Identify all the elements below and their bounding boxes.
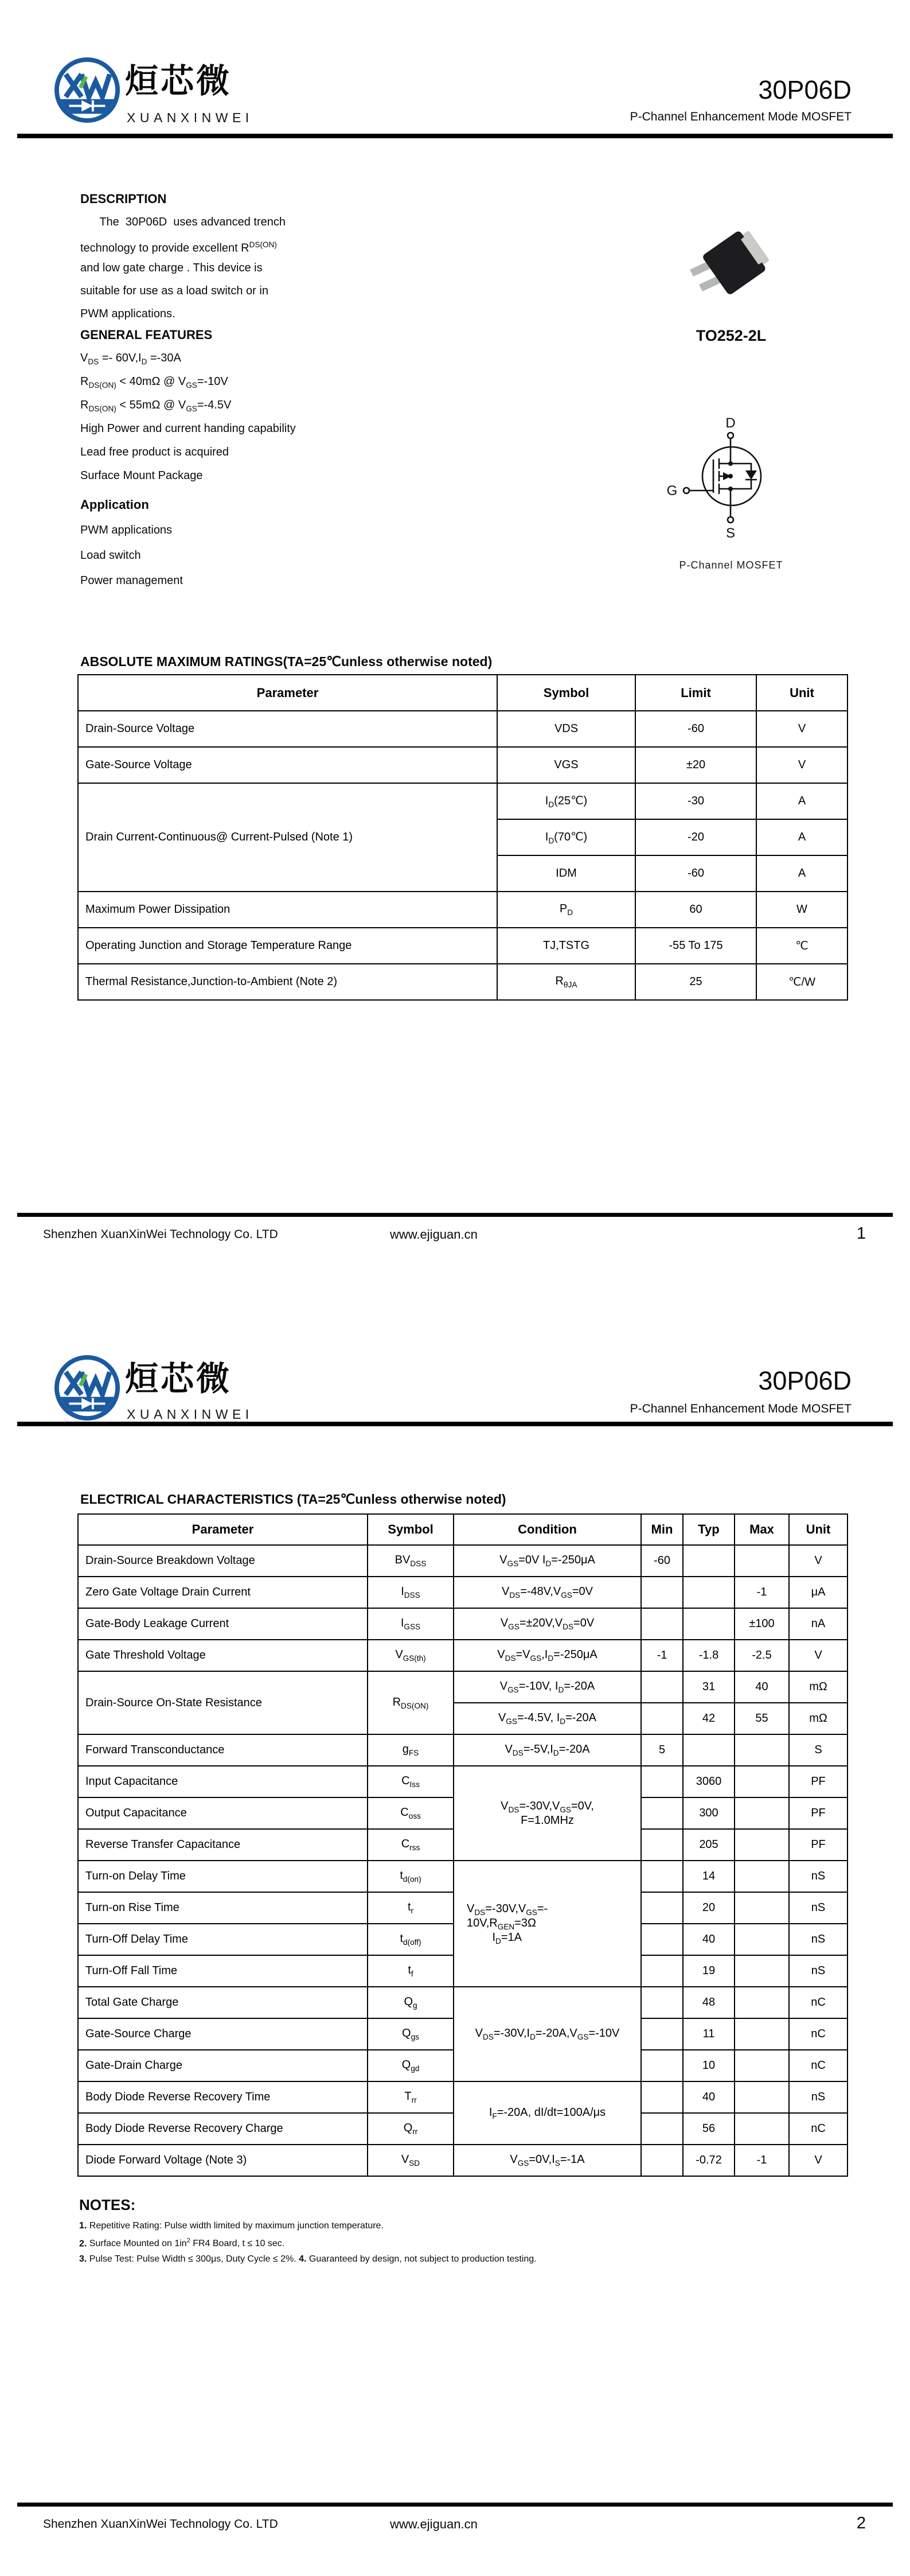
- typ-cell: 19: [683, 1955, 735, 1987]
- typ-cell: [683, 1577, 735, 1608]
- unit-cell: nS: [789, 1892, 847, 1924]
- typ-cell: 31: [683, 1671, 735, 1703]
- col-header-symbol: Symbol: [497, 675, 635, 711]
- condition-cell: $V_{GS}=0V,I_S=-1A$: [454, 2145, 641, 2176]
- description-heading: DESCRIPTION: [80, 192, 167, 206]
- notes-list: [79, 2218, 847, 2267]
- typ-cell: 11: [683, 2018, 735, 2050]
- condition-cell: $I_F=-20A$, dI/dt=100A/μs: [454, 2081, 641, 2145]
- symbol-cell: $t_{d(off)}$: [368, 1924, 454, 1955]
- description-section: [80, 188, 516, 325]
- col-header-parameter: Parameter: [78, 675, 497, 711]
- note-item: 3. Pulse Test: Pulse Width ≤ 300μs, Duty Cycle ≤ 2%. 4. Guaranteed by design, not subject to production testing.: [79, 2254, 537, 2264]
- note-item: 2. Surface Mounted on $1in^2$ FR4 Board, t ≤ 10 sec.: [79, 2238, 285, 2249]
- page-number: 2: [856, 2514, 866, 2532]
- param-cell: Gate-Source Voltage: [78, 747, 497, 783]
- unit-cell: V: [789, 1640, 847, 1671]
- unit-cell: PF: [789, 1766, 847, 1797]
- param-cell: Drain-Source Voltage: [78, 711, 497, 747]
- limit-cell: -20: [635, 819, 756, 855]
- application-item: Power management: [80, 574, 183, 587]
- unit-cell: V: [756, 747, 847, 783]
- min-cell: [641, 1987, 683, 2018]
- brand-name-latin: XUANXINWEI: [127, 110, 253, 125]
- unit-cell: μA: [789, 1577, 847, 1608]
- table-row: [78, 2081, 847, 2113]
- feature-item: Surface Mount Package: [80, 469, 203, 482]
- min-cell: -1: [641, 1640, 683, 1671]
- typ-cell: 205: [683, 1829, 735, 1861]
- symbol-cell: $P_D$: [497, 892, 635, 928]
- condition-cell: $V_{DS}=-30V,V_{GS}=0V$, F=1.0MHz: [454, 1766, 641, 1861]
- max-cell: [735, 1892, 789, 1924]
- features-heading: GENERAL FEATURES: [80, 328, 213, 342]
- param-cell: Gate Threshold Voltage: [78, 1640, 368, 1671]
- unit-cell: mΩ: [789, 1671, 847, 1703]
- col-header-symbol: Symbol: [368, 1514, 454, 1545]
- unit-cell: nC: [789, 2018, 847, 2050]
- col-header-min: Min: [641, 1514, 683, 1545]
- header-rule: [17, 1422, 893, 1426]
- symbol-cell: $I_{DSS}$: [368, 1577, 454, 1608]
- param-cell: Maximum Power Dissipation: [78, 892, 497, 928]
- max-cell: 55: [735, 1703, 789, 1734]
- min-cell: [641, 1955, 683, 1987]
- footer-company: Shenzhen XuanXinWei Technology Co. LTD: [43, 2517, 278, 2531]
- min-cell: [641, 1924, 683, 1955]
- table-header-row: [78, 1514, 847, 1545]
- feature-item: Lead free product is acquired: [80, 446, 229, 458]
- param-cell: Thermal Resistance,Junction-to-Ambient (Note 2): [78, 964, 497, 1000]
- features-section: [80, 323, 516, 488]
- application-section: [80, 492, 516, 593]
- symbol-cell: $C_{oss}$: [368, 1797, 454, 1829]
- min-cell: [641, 2081, 683, 2113]
- condition-cell: $V_{DS}=-30V,I_D=-20A,V_{GS}=-10V$: [454, 1987, 641, 2081]
- col-header-typ: Typ: [683, 1514, 735, 1545]
- min-cell: [641, 2113, 683, 2145]
- min-cell: [641, 1608, 683, 1640]
- typ-cell: 14: [683, 1861, 735, 1892]
- param-cell: Total Gate Charge: [78, 1987, 368, 2018]
- param-cell: Gate-Source Charge: [78, 2018, 368, 2050]
- description-line: PWM applications.: [80, 308, 175, 320]
- page-number: 1: [856, 1224, 866, 1243]
- unit-cell: A: [756, 819, 847, 855]
- max-cell: 40: [735, 1671, 789, 1703]
- min-cell: [641, 1797, 683, 1829]
- unit-cell: nS: [789, 1924, 847, 1955]
- header-rule: [17, 134, 893, 138]
- typ-cell: 300: [683, 1797, 735, 1829]
- symbol-cell: $Q_{gs}$: [368, 2018, 454, 2050]
- col-header-parameter: Parameter: [78, 1514, 368, 1545]
- footer-rule: [17, 1213, 893, 1217]
- brand-name-latin: XUANXINWEI: [127, 1407, 253, 1422]
- limit-cell: 60: [635, 892, 756, 928]
- unit-cell: A: [756, 783, 847, 819]
- max-cell: [735, 1924, 789, 1955]
- condition-cell: $V_{GS}=-10V$, $I_D=-20A$: [454, 1671, 641, 1703]
- max-cell: [735, 1797, 789, 1829]
- note-number: 1.: [79, 2221, 87, 2231]
- limit-cell: -60: [635, 711, 756, 747]
- brand-logo-icon: [53, 56, 121, 124]
- brand-name-chinese: 烜芯微: [125, 1360, 232, 1398]
- table-row: [78, 1861, 847, 1892]
- typ-cell: 48: [683, 1987, 735, 2018]
- note-number: 2.: [79, 2239, 87, 2249]
- abs-max-title: ABSOLUTE MAXIMUM RATINGS(TA=25℃unless otherwise noted): [80, 654, 493, 669]
- typ-cell: 20: [683, 1892, 735, 1924]
- limit-cell: 25: [635, 964, 756, 1000]
- application-heading: Application: [80, 497, 149, 512]
- max-cell: [735, 1766, 789, 1797]
- min-cell: [641, 1577, 683, 1608]
- max-cell: -1: [735, 2145, 789, 2176]
- typ-cell: -1.8: [683, 1640, 735, 1671]
- unit-cell: nC: [789, 2113, 847, 2145]
- pin-label-drain: D: [725, 415, 736, 431]
- min-cell: [641, 2050, 683, 2081]
- note-number: 4.: [299, 2254, 307, 2264]
- table-row: [78, 892, 847, 928]
- table-row: [78, 747, 847, 783]
- typ-cell: 40: [683, 1924, 735, 1955]
- symbol-cell: $R_{\theta JA}$: [497, 964, 635, 1000]
- unit-cell: nS: [789, 1861, 847, 1892]
- typ-cell: 40: [683, 2081, 735, 2113]
- symbol-cell: $C_{rss}$: [368, 1829, 454, 1861]
- feature-item: $R_{DS(ON)} < 55m\Omega$ @ $V_{GS}=-4.5V$: [80, 399, 232, 413]
- param-cell: Drain-Source Breakdown Voltage: [78, 1545, 368, 1577]
- application-item: Load switch: [80, 549, 141, 562]
- notes-heading: NOTES:: [79, 2196, 136, 2213]
- param-cell: Operating Junction and Storage Temperature Range: [78, 928, 497, 964]
- symbol-cell: IDM: [497, 855, 635, 892]
- limit-cell: -60: [635, 855, 756, 892]
- table-row: [78, 1545, 847, 1577]
- param-cell: Turn-on Delay Time: [78, 1861, 368, 1892]
- symbol-cell: $V_{SD}$: [368, 2145, 454, 2176]
- unit-cell: nS: [789, 2081, 847, 2113]
- feature-item: High Power and current handing capability: [80, 422, 296, 435]
- table-row: [78, 1734, 847, 1766]
- param-cell: Drain Current-Continuous@ Current-Pulsed (Note 1): [78, 783, 497, 892]
- elec-table: [77, 1513, 847, 2177]
- brand-logo-icon: [53, 1354, 121, 1422]
- min-cell: -60: [641, 1545, 683, 1577]
- symbol-cell: $I_{GSS}$: [368, 1608, 454, 1640]
- brand-name-chinese: 烜芯微: [125, 63, 232, 100]
- symbol-cell: $t_f$: [368, 1955, 454, 1987]
- min-cell: [641, 1671, 683, 1703]
- footer-rule: [17, 2503, 893, 2507]
- table-row: [78, 1766, 847, 1797]
- unit-cell: PF: [789, 1797, 847, 1829]
- table-row: [78, 2145, 847, 2176]
- col-header-condition: Condition: [454, 1514, 641, 1545]
- description-line: The 30P06D uses advanced trench: [80, 216, 286, 228]
- table-row: [78, 1608, 847, 1640]
- min-cell: [641, 1829, 683, 1861]
- note-number: 3.: [79, 2254, 87, 2264]
- unit-cell: V: [789, 2145, 847, 2176]
- table-row: [78, 1640, 847, 1671]
- symbol-cell: $C_{Iss}$: [368, 1766, 454, 1797]
- param-cell: Turn-on Rise Time: [78, 1892, 368, 1924]
- min-cell: [641, 2018, 683, 2050]
- typ-cell: -0.72: [683, 2145, 735, 2176]
- param-cell: Body Diode Reverse Recovery Charge: [78, 2113, 368, 2145]
- param-cell: Zero Gate Voltage Drain Current: [78, 1577, 368, 1608]
- max-cell: [735, 2113, 789, 2145]
- min-cell: [641, 1766, 683, 1797]
- abs-max-table: [77, 674, 847, 1001]
- symbol-cell: $V_{GS(th)}$: [368, 1640, 454, 1671]
- symbol-cell: $Q_{rr}$: [368, 2113, 454, 2145]
- symbol-cell: $T_{rr}$: [368, 2081, 454, 2113]
- unit-cell: ℃: [756, 928, 847, 964]
- description-line: technology to provide excellent $R^{DS(ON)}$: [80, 240, 277, 255]
- condition-cell: $V_{GS}=-4.5V$, $I_D=-20A$: [454, 1703, 641, 1734]
- condition-cell: $V_{DS}=-5V,I_D=-20A$: [454, 1734, 641, 1766]
- table-row: [78, 1671, 847, 1703]
- unit-cell: V: [756, 711, 847, 747]
- symbol-cell: $I_D(70℃)$: [497, 819, 635, 855]
- symbol-cell: TJ,TSTG: [497, 928, 635, 964]
- max-cell: [735, 1734, 789, 1766]
- col-header-unit: Unit: [789, 1514, 847, 1545]
- condition-cell: $V_{DS}=-48V,V_{GS}=0V$: [454, 1577, 641, 1608]
- unit-cell: mΩ: [789, 1703, 847, 1734]
- symbol-cell: $g_{FS}$: [368, 1734, 454, 1766]
- unit-cell: nS: [789, 1955, 847, 1987]
- min-cell: [641, 1861, 683, 1892]
- max-cell: [735, 1861, 789, 1892]
- table-row: [78, 928, 847, 964]
- max-cell: [735, 1987, 789, 2018]
- pin-label-source: S: [725, 526, 736, 541]
- typ-cell: [683, 1608, 735, 1640]
- param-cell: Diode Forward Voltage (Note 3): [78, 2145, 368, 2176]
- col-header-unit: Unit: [756, 675, 847, 711]
- max-cell: ±100: [735, 1608, 789, 1640]
- max-cell: -2.5: [735, 1640, 789, 1671]
- limit-cell: -30: [635, 783, 756, 819]
- part-number: 30P06D: [758, 75, 852, 104]
- param-cell: Output Capacitance: [78, 1797, 368, 1829]
- max-cell: [735, 2050, 789, 2081]
- condition-cell: $V_{DS}=-30V,V_{GS}=-$ $10V,R_{GEN}=3\Omega$ $I_D=1A$: [454, 1861, 641, 1987]
- condition-cell: $V_{DS}=V_{GS},I_D=-250\mu A$: [454, 1640, 641, 1671]
- col-header-max: Max: [735, 1514, 789, 1545]
- symbol-cell: $Q_{gd}$: [368, 2050, 454, 2081]
- unit-cell: nC: [789, 2050, 847, 2081]
- part-number: 30P06D: [758, 1366, 852, 1395]
- condition-cell: $V_{GS}=0V$ $I_D=-250\mu A$: [454, 1545, 641, 1577]
- unit-cell: nA: [789, 1608, 847, 1640]
- typ-cell: 56: [683, 2113, 735, 2145]
- unit-cell: ℃/W: [756, 964, 847, 1000]
- param-cell: Drain-Source On-State Resistance: [78, 1671, 368, 1734]
- symbol-cell: $I_D(25℃)$: [497, 783, 635, 819]
- application-item: PWM applications: [80, 524, 173, 536]
- table-row: [78, 1987, 847, 2018]
- mosfet-symbol: [654, 410, 814, 542]
- max-cell: [735, 1545, 789, 1577]
- unit-cell: V: [789, 1545, 847, 1577]
- symbol-cell: $Q_g$: [368, 1987, 454, 2018]
- symbol-caption: P-Channel MOSFET: [679, 559, 783, 571]
- col-header-limit: Limit: [635, 675, 756, 711]
- table-header-row: [78, 675, 847, 711]
- symbol-cell: $t_r$: [368, 1892, 454, 1924]
- unit-cell: A: [756, 855, 847, 892]
- pin-label-gate: G: [666, 483, 678, 499]
- typ-cell: 10: [683, 2050, 735, 2081]
- typ-cell: 3060: [683, 1766, 735, 1797]
- max-cell: [735, 2018, 789, 2050]
- param-cell: Reverse Transfer Capacitance: [78, 1829, 368, 1861]
- min-cell: [641, 2145, 683, 2176]
- footer-company: Shenzhen XuanXinWei Technology Co. LTD: [43, 1228, 278, 1241]
- description-line: suitable for use as a load switch or in: [80, 285, 268, 297]
- typ-cell: [683, 1545, 735, 1577]
- max-cell: [735, 1955, 789, 1987]
- param-cell: Input Capacitance: [78, 1766, 368, 1797]
- limit-cell: -55 To 175: [635, 928, 756, 964]
- unit-cell: PF: [789, 1829, 847, 1861]
- param-cell: Turn-Off Fall Time: [78, 1955, 368, 1987]
- min-cell: [641, 1892, 683, 1924]
- typ-cell: [683, 1734, 735, 1766]
- elec-title: ELECTRICAL CHARACTERISTICS (TA=25℃unless otherwise noted): [80, 1492, 506, 1507]
- footer-website: www.ejiguan.cn: [390, 2517, 478, 2531]
- symbol-cell: $BV_{DSS}$: [368, 1545, 454, 1577]
- unit-cell: W: [756, 892, 847, 928]
- condition-cell: $V_{GS}=\pm 20V,V_{DS}=0V$: [454, 1608, 641, 1640]
- symbol-cell: VGS: [497, 747, 635, 783]
- unit-cell: nC: [789, 1987, 847, 2018]
- table-row: [78, 783, 847, 819]
- typ-cell: 42: [683, 1703, 735, 1734]
- symbol-cell: $R_{DS(ON)}$: [368, 1671, 454, 1734]
- device-subtitle: P-Channel Enhancement Mode MOSFET: [630, 1402, 852, 1415]
- min-cell: 5: [641, 1734, 683, 1766]
- package-name: TO252-2L: [696, 327, 767, 344]
- table-row: [78, 711, 847, 747]
- table-row: [78, 964, 847, 1000]
- package-photo: [685, 229, 771, 298]
- param-cell: Gate-Body Leakage Current: [78, 1608, 368, 1640]
- table-row: [78, 1577, 847, 1608]
- min-cell: [641, 1703, 683, 1734]
- symbol-cell: $t_{d(on)}$: [368, 1861, 454, 1892]
- param-cell: Gate-Drain Charge: [78, 2050, 368, 2081]
- max-cell: -1: [735, 1577, 789, 1608]
- description-line: and low gate charge . This device is: [80, 262, 263, 274]
- max-cell: [735, 2081, 789, 2113]
- limit-cell: ±20: [635, 747, 756, 783]
- device-subtitle: P-Channel Enhancement Mode MOSFET: [630, 110, 852, 123]
- footer-website: www.ejiguan.cn: [390, 1227, 478, 1242]
- feature-item: $R_{DS(ON)} < 40m\Omega$ @ $V_{GS}=-10V$: [80, 375, 228, 390]
- feature-item: $V_{DS} =- 60V,I_D =-30A$: [80, 352, 181, 366]
- symbol-cell: VDS: [497, 711, 635, 747]
- note-item: 1. Repetitive Rating: Pulse width limited by maximum junction temperature.: [79, 2221, 384, 2231]
- param-cell: Turn-Off Delay Time: [78, 1924, 368, 1955]
- max-cell: [735, 1829, 789, 1861]
- param-cell: Body Diode Reverse Recovery Time: [78, 2081, 368, 2113]
- unit-cell: S: [789, 1734, 847, 1766]
- param-cell: Forward Transconductance: [78, 1734, 368, 1766]
